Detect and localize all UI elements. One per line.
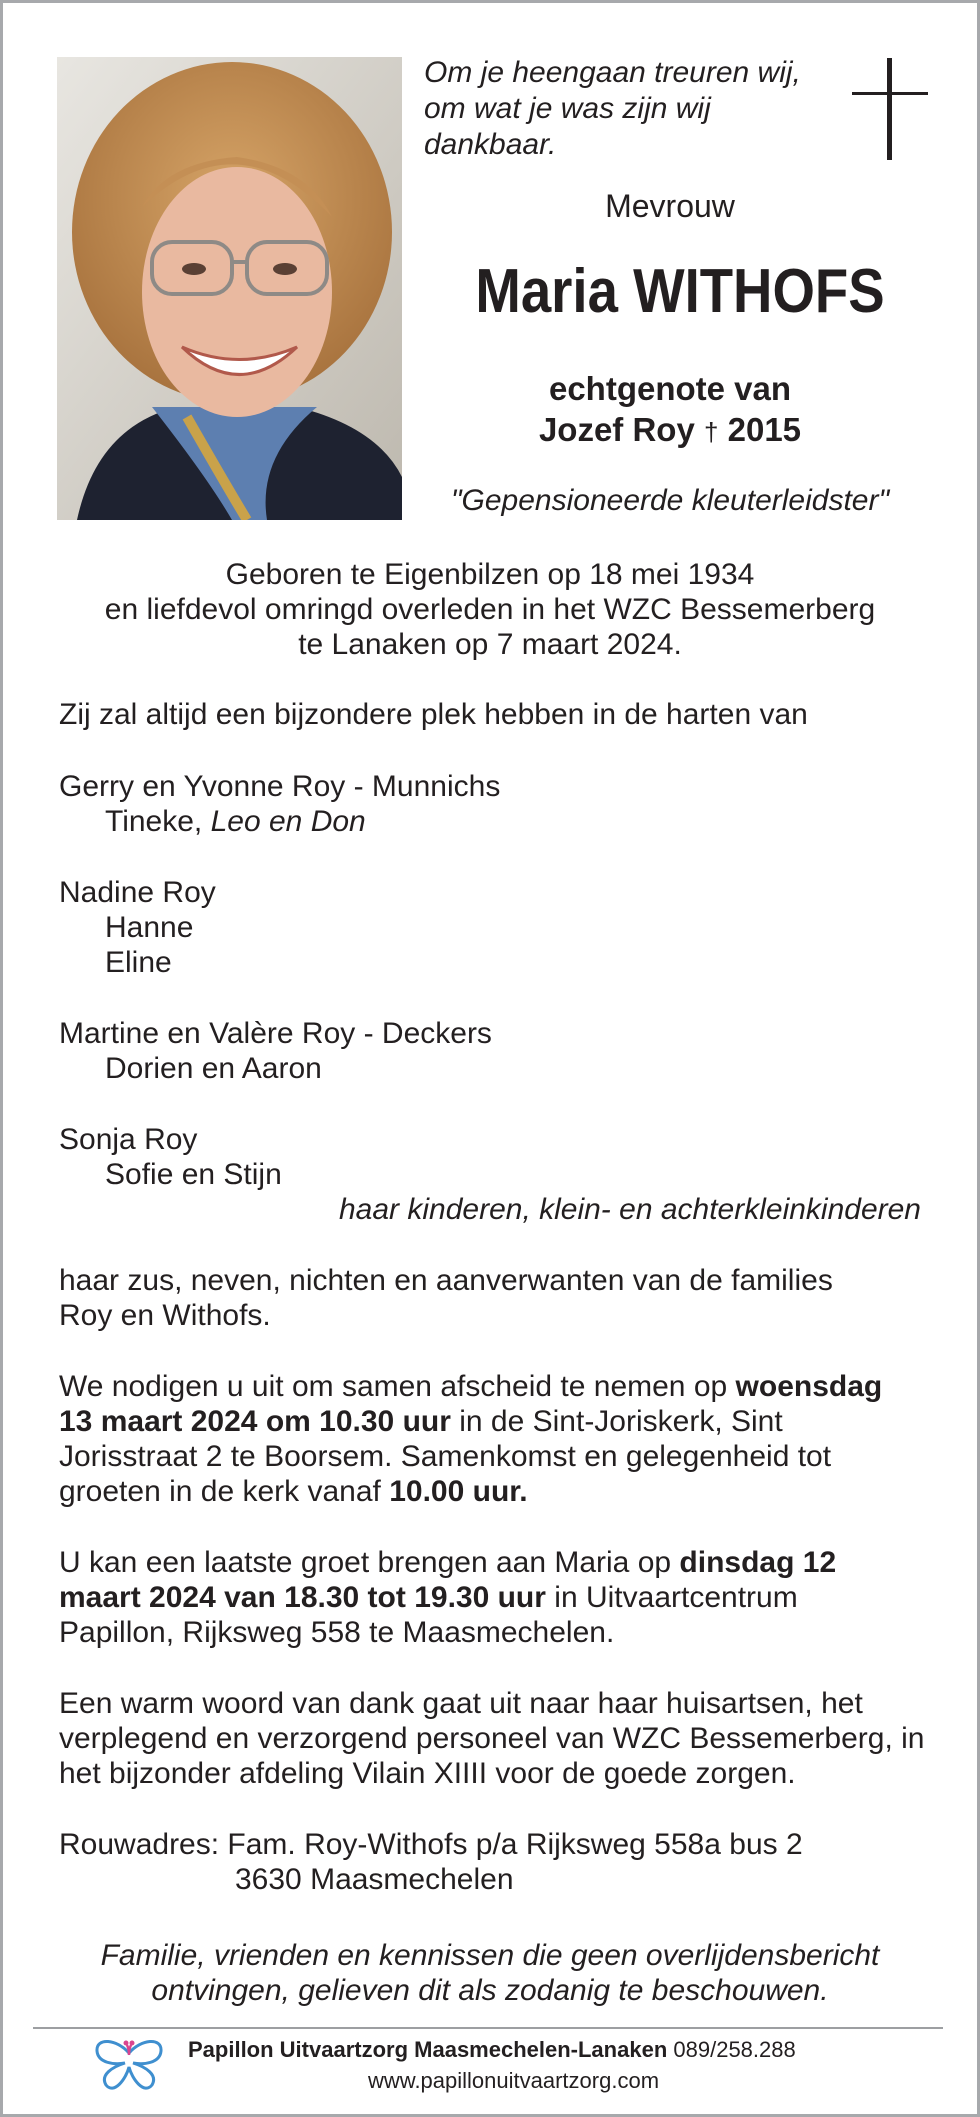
birth-death-details: Geboren te Eigenbilzen op 18 mei 1934 en liefdevol omringd overleden in het WZC Bessemerberg te Lanaken op 7 maart 2024. [104,558,876,661]
spouse-line [470,409,870,453]
family-child-2a: Hanne [105,911,194,944]
occupation: "Gepensioneerde kleuterleidster" [450,484,890,517]
visitation-date: dinsdag 12 maart 2024 van 18.30 tot 19.30 uur [59,1546,837,1614]
family-child-2b: Eline [105,946,172,979]
funeral-home-name: Papillon Uitvaartzorg Maasmechelen-Lanaken [188,2037,668,2062]
family-child-3: Dorien en Aaron [105,1052,322,1085]
spouse-name: Jozef Roy [538,411,695,448]
visitation-paragraph [59,1545,904,1650]
memorial-quote: Om je heengaan treuren wij, om wat je was zijn wij dankbaar. [424,56,801,161]
funeral-intro: We nodigen u uit om samen afscheid te nemen op [59,1370,728,1403]
funeral-paragraph [59,1369,889,1509]
family-parent-4: Sonja Roy [59,1123,198,1156]
spouse-death-year: 2015 [727,411,802,448]
footer-company-line [188,2037,796,2063]
honorific: Mevrouw [605,188,735,224]
family-child-4: Sofie en Stijn [105,1158,282,1191]
portrait-illustration [57,57,402,520]
footer-divider [33,2027,943,2029]
butterfly-logo-icon [92,2035,166,2091]
death-cross-symbol: † [703,417,719,447]
family-relation: haar kinderen, klein- en achterkleinkinderen [338,1193,921,1226]
address-line-2: 3630 Maasmechelen [235,1863,514,1896]
family-parent-1: Gerry en Yvonne Roy - Munnichs [59,770,501,803]
grandchild-name: Tineke, [105,805,203,838]
spouse-intro: echtgenote van [548,370,792,407]
funeral-location: in de Sint-Joriskerk, Sint Jorisstraat 2 te Boorsem. Samenkomst en gelegenheid tot groeten in de kerk vanaf [59,1405,832,1508]
funeral-date: woensdag 13 maart 2024 om 10.30 uur [59,1370,883,1438]
family-parent-3: Martine en Valère Roy - Deckers [59,1017,492,1050]
visitation-location: in Uitvaartcentrum Papillon, Rijksweg 558 te Maasmechelen. [59,1581,798,1649]
funeral-home-website[interactable]: www.papillonuitvaartzorg.com [368,2068,660,2093]
thanks-paragraph: Een warm woord van dank gaat uit naar haar huisartsen, het verplegend en verzorgend personeel van WZC Bessemerberg, in het bijzonder afdeling Vilain XIIII voor de goede zorgen. [59,1687,925,1790]
cross-icon [852,58,928,160]
greeting-time: 10.00 uur. [389,1475,528,1508]
address-line-1: Rouwadres: Fam. Roy-Withofs p/a Rijksweg 558a bus 2 [59,1828,803,1861]
extended-family: haar zus, neven, nichten en aanverwanten van de families Roy en Withofs. [59,1264,833,1332]
great-grandchildren-names: Leo en Don [210,805,366,838]
portrait-photo [57,57,402,520]
funeral-home-phone[interactable]: 089/258.288 [673,2037,796,2062]
visitation-intro: U kan een laatste groet brengen aan Maria op [59,1546,672,1579]
family-parent-2: Nadine Roy [59,876,216,909]
closing-note: Familie, vrienden en kennissen die geen overlijdensbericht ontvingen, gelieven dit als zodanig te beschouwen. [100,1939,880,2007]
family-intro: Zij zal altijd een bijzondere plek hebben in de harten van [59,698,808,731]
spouse-block [470,368,870,453]
deceased-name: Maria WITHOFS [475,257,885,326]
family-children-1 [105,804,366,839]
